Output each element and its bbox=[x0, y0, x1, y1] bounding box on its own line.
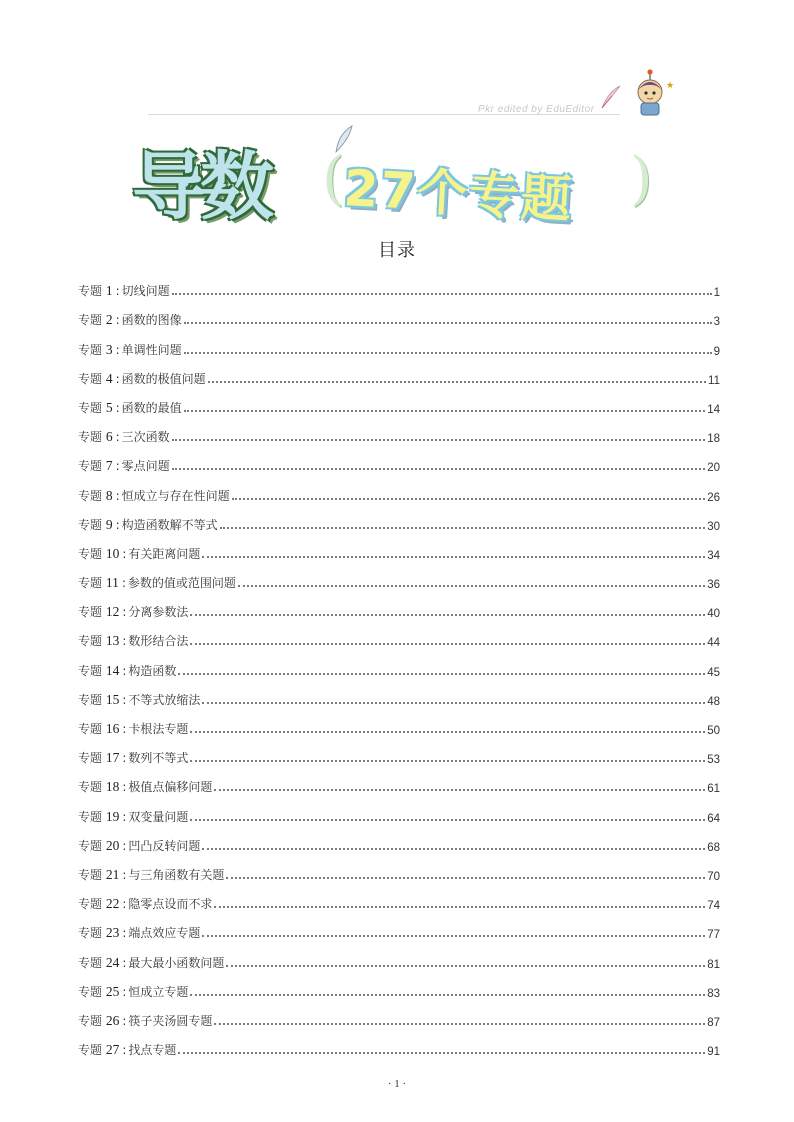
toc-dot-leader bbox=[202, 935, 705, 937]
toc-entry-number: 3 bbox=[105, 341, 113, 357]
toc-entry[interactable] bbox=[78, 358, 720, 387]
toc-entry-title: 极值点偏移问题 bbox=[128, 780, 213, 795]
toc-entry-page: 64 bbox=[707, 812, 720, 825]
toc-entry-prefix: 专题 bbox=[78, 430, 103, 445]
toc-entry-number: 7 bbox=[105, 458, 113, 474]
toc-entry-page: 34 bbox=[707, 549, 720, 562]
title-main: 导数 bbox=[132, 144, 268, 230]
toc-entry-colon: : bbox=[115, 400, 120, 415]
toc-entry-page: 61 bbox=[707, 783, 720, 796]
toc-entry-prefix: 专题 bbox=[78, 663, 103, 678]
toc-dot-leader bbox=[178, 1052, 705, 1054]
toc-entry-title: 单调性问题 bbox=[121, 342, 182, 357]
toc-entry-number: 10 bbox=[105, 545, 120, 561]
toc-entry-colon: : bbox=[115, 517, 120, 532]
toc-entry[interactable] bbox=[78, 649, 720, 678]
toc-entry-page: 70 bbox=[707, 870, 720, 883]
toc-entry-label bbox=[78, 574, 236, 591]
toc-entry[interactable] bbox=[78, 533, 720, 562]
toc-entry-colon: : bbox=[121, 576, 126, 591]
toc-entry-number: 16 bbox=[105, 721, 120, 736]
toc-entry-label bbox=[78, 778, 212, 795]
toc-entry-label bbox=[78, 954, 224, 971]
toc-entry-prefix: 专题 bbox=[78, 488, 103, 503]
toc-entry[interactable] bbox=[78, 1029, 720, 1058]
toc-entry-prefix: 专题 bbox=[78, 546, 103, 561]
toc-entry-label bbox=[78, 866, 224, 883]
toc-entry-number: 14 bbox=[105, 662, 120, 678]
toc-entry-title: 与三角函数有关题 bbox=[128, 867, 225, 882]
toc-entry-page: 40 bbox=[707, 608, 720, 621]
toc-entry-page: 83 bbox=[707, 987, 720, 1000]
toc-dot-leader bbox=[214, 906, 705, 908]
toc-entry-number: 26 bbox=[105, 1012, 120, 1028]
toc-entry-prefix: 专题 bbox=[78, 284, 103, 299]
toc-dot-leader bbox=[226, 965, 705, 967]
title-banner bbox=[126, 118, 666, 230]
toc-dot-leader bbox=[190, 819, 705, 821]
table-of-contents bbox=[78, 270, 720, 1058]
toc-entry-page: 11 bbox=[708, 374, 720, 387]
toc-entry-page: 14 bbox=[707, 403, 720, 416]
toc-entry-page: 3 bbox=[713, 316, 720, 329]
toc-entry-number: 20 bbox=[105, 837, 120, 853]
toc-entry[interactable] bbox=[78, 766, 720, 795]
toc-entry[interactable] bbox=[78, 708, 720, 737]
toc-dot-leader bbox=[190, 643, 705, 645]
toc-entry-prefix: 专题 bbox=[78, 634, 103, 649]
toc-entry-number: 17 bbox=[105, 750, 120, 766]
toc-entry-colon: : bbox=[122, 867, 127, 882]
toc-entry[interactable] bbox=[78, 591, 720, 620]
toc-entry-colon: : bbox=[115, 430, 120, 445]
toc-entry-label bbox=[78, 603, 188, 620]
toc-entry-prefix: 专题 bbox=[78, 926, 103, 941]
toc-dot-leader bbox=[184, 410, 706, 412]
toc-dot-leader bbox=[172, 439, 706, 441]
toc-entry[interactable] bbox=[78, 474, 720, 503]
toc-entry-colon: : bbox=[122, 751, 127, 766]
toc-entry-title: 隐零点设而不求 bbox=[128, 897, 213, 912]
toc-entry[interactable] bbox=[78, 270, 720, 299]
toc-entry-label bbox=[78, 1041, 176, 1058]
mascot-logo-icon bbox=[628, 68, 676, 120]
toc-entry-colon: : bbox=[115, 342, 120, 357]
toc-entry-title: 构造函数解不等式 bbox=[121, 517, 218, 532]
toc-entry-prefix: 专题 bbox=[78, 605, 103, 620]
toc-dot-leader bbox=[202, 702, 705, 704]
toc-entry-title: 恒成立专题 bbox=[128, 984, 189, 999]
toc-dot-leader bbox=[220, 527, 706, 529]
toc-entry-label bbox=[78, 399, 182, 416]
toc-entry-prefix: 专题 bbox=[78, 1013, 103, 1028]
toc-dot-leader bbox=[232, 498, 706, 500]
toc-entry-prefix: 专题 bbox=[78, 897, 103, 912]
toc-dot-leader bbox=[172, 293, 712, 295]
toc-entry-number: 6 bbox=[105, 429, 113, 445]
toc-entry[interactable] bbox=[78, 883, 720, 912]
toc-entry-prefix: 专题 bbox=[78, 751, 103, 766]
toc-entry-label bbox=[78, 662, 176, 679]
toc-entry-number: 8 bbox=[105, 487, 113, 503]
toc-entry-colon: : bbox=[122, 692, 127, 707]
toc-entry-title: 最大最小函数问题 bbox=[128, 955, 225, 970]
toc-dot-leader bbox=[178, 673, 705, 675]
toc-heading: 目录 bbox=[378, 240, 416, 261]
toc-dot-leader bbox=[226, 877, 705, 879]
toc-entry-prefix: 专题 bbox=[78, 838, 103, 853]
toc-entry-title: 端点效应专题 bbox=[128, 926, 201, 941]
toc-entry[interactable] bbox=[78, 416, 720, 445]
toc-entry-page: 74 bbox=[707, 900, 720, 913]
toc-entry[interactable] bbox=[78, 562, 720, 591]
title-paren-open: ( bbox=[322, 144, 345, 212]
title-paren-close: ) bbox=[630, 144, 653, 212]
toc-entry-label bbox=[78, 1012, 212, 1029]
toc-entry[interactable] bbox=[78, 1000, 720, 1029]
toc-entry-page: 18 bbox=[707, 433, 720, 446]
toc-dot-leader bbox=[184, 322, 712, 324]
toc-dot-leader bbox=[190, 994, 705, 996]
toc-dot-leader bbox=[214, 789, 705, 791]
toc-entry-page: 91 bbox=[707, 1046, 720, 1059]
toc-entry-number: 22 bbox=[105, 896, 120, 912]
toc-entry-prefix: 专题 bbox=[78, 371, 103, 386]
toc-entry-prefix: 专题 bbox=[78, 867, 103, 882]
toc-entry-number: 13 bbox=[105, 633, 120, 649]
toc-dot-leader bbox=[190, 614, 705, 616]
toc-entry-title: 数列不等式 bbox=[128, 751, 189, 766]
page-number: · 1 · bbox=[387, 1078, 407, 1090]
toc-entry[interactable] bbox=[78, 854, 720, 883]
toc-entry-colon: : bbox=[115, 459, 120, 474]
toc-entry-colon: : bbox=[122, 1043, 127, 1058]
toc-entry-number: 2 bbox=[105, 312, 113, 328]
toc-entry-page: 30 bbox=[707, 520, 720, 533]
toc-entry-label bbox=[78, 311, 182, 328]
toc-entry-colon: : bbox=[122, 780, 127, 795]
toc-entry-page: 26 bbox=[707, 491, 720, 504]
toc-entry-colon: : bbox=[122, 955, 127, 970]
toc-entry-prefix: 专题 bbox=[78, 313, 103, 328]
toc-entry-colon: : bbox=[122, 634, 127, 649]
toc-dot-leader bbox=[202, 848, 705, 850]
toc-dot-leader bbox=[208, 381, 706, 383]
toc-entry-label bbox=[78, 808, 188, 825]
toc-entry-title: 恒成立与存在性问题 bbox=[121, 488, 230, 503]
toc-entry-label bbox=[78, 516, 218, 533]
toc-entry[interactable] bbox=[78, 679, 720, 708]
toc-entry-label bbox=[78, 545, 200, 562]
toc-entry-page: 1 bbox=[713, 287, 720, 300]
toc-entry-title: 切线问题 bbox=[121, 284, 170, 299]
toc-entry-label bbox=[78, 370, 206, 387]
toc-entry[interactable] bbox=[78, 299, 720, 328]
toc-entry-colon: : bbox=[115, 313, 120, 328]
toc-entry-colon: : bbox=[122, 722, 127, 736]
toc-entry-title: 函数的极值问题 bbox=[121, 371, 206, 386]
toc-entry-page: 50 bbox=[707, 725, 720, 737]
toc-entry-prefix: 专题 bbox=[78, 780, 103, 795]
toc-entry-prefix: 专题 bbox=[78, 1043, 103, 1058]
toc-entry-label bbox=[78, 720, 188, 737]
toc-entry-number: 23 bbox=[105, 925, 120, 941]
toc-entry[interactable] bbox=[78, 328, 720, 357]
toc-dot-leader bbox=[184, 352, 712, 354]
toc-entry-number: 21 bbox=[105, 866, 120, 882]
toc-entry[interactable] bbox=[78, 620, 720, 649]
toc-entry-colon: : bbox=[122, 546, 127, 561]
toc-entry-title: 不等式放缩法 bbox=[128, 692, 201, 707]
toc-entry-colon: : bbox=[122, 605, 127, 620]
toc-entry-label bbox=[78, 983, 188, 1000]
toc-entry-title: 构造函数 bbox=[128, 663, 177, 678]
toc-entry-title: 筷子夹汤圆专题 bbox=[128, 1013, 213, 1028]
toc-entry-prefix: 专题 bbox=[78, 955, 103, 970]
toc-entry-label bbox=[78, 924, 200, 941]
toc-entry-number: 5 bbox=[105, 399, 113, 415]
toc-dot-leader bbox=[190, 731, 705, 733]
toc-entry-number: 1 bbox=[105, 283, 113, 299]
toc-entry-colon: : bbox=[115, 371, 120, 386]
toc-entry-label bbox=[78, 837, 200, 854]
header-divider bbox=[148, 114, 620, 115]
toc-entry-page: 81 bbox=[707, 958, 720, 971]
toc-entry-colon: : bbox=[122, 1013, 127, 1028]
toc-entry-page: 36 bbox=[707, 579, 720, 592]
toc-entry-prefix: 专题 bbox=[78, 576, 103, 591]
toc-entry-title: 参数的值或范围问题 bbox=[127, 576, 236, 591]
header-watermark: Pkr edited by EduEditor bbox=[478, 104, 595, 115]
toc-dot-leader bbox=[190, 760, 705, 762]
toc-entry[interactable] bbox=[78, 971, 720, 1000]
toc-entry-page: 9 bbox=[713, 345, 720, 358]
toc-entry-title: 分离参数法 bbox=[128, 605, 189, 620]
toc-dot-leader bbox=[238, 585, 705, 587]
toc-entry-label bbox=[78, 691, 200, 708]
toc-entry-page: 44 bbox=[707, 637, 720, 650]
toc-entry[interactable] bbox=[78, 825, 720, 854]
toc-entry-number: 27 bbox=[105, 1042, 120, 1058]
toc-entry-title: 数形结合法 bbox=[128, 634, 189, 649]
toc-entry-prefix: 专题 bbox=[78, 984, 103, 999]
toc-entry-colon: : bbox=[122, 897, 127, 912]
toc-entry-colon: : bbox=[122, 984, 127, 999]
toc-entry[interactable] bbox=[78, 445, 720, 474]
toc-entry-colon: : bbox=[115, 284, 120, 299]
quill-pen-icon bbox=[598, 84, 624, 110]
toc-entry-title: 找点专题 bbox=[128, 1043, 177, 1058]
toc-dot-leader bbox=[172, 468, 706, 470]
toc-entry-number: 11 bbox=[105, 575, 119, 591]
toc-entry-colon: : bbox=[122, 838, 127, 853]
toc-entry-title: 三次函数 bbox=[121, 430, 170, 445]
toc-entry-label bbox=[78, 428, 170, 445]
toc-entry-prefix: 专题 bbox=[78, 517, 103, 532]
toc-entry-prefix: 专题 bbox=[78, 459, 103, 474]
toc-entry-label bbox=[78, 895, 212, 912]
toc-entry-page: 77 bbox=[707, 929, 720, 942]
toc-entry-page: 20 bbox=[707, 462, 720, 475]
toc-entry-number: 25 bbox=[105, 983, 120, 999]
toc-entry-number: 12 bbox=[105, 604, 120, 620]
toc-entry-colon: : bbox=[122, 926, 127, 941]
toc-entry-colon: : bbox=[122, 663, 127, 678]
toc-dot-leader bbox=[214, 1023, 705, 1025]
toc-entry[interactable] bbox=[78, 912, 720, 941]
toc-entry-colon: : bbox=[115, 488, 120, 503]
toc-entry-title: 卡根法专题 bbox=[128, 722, 189, 736]
toc-entry-number: 24 bbox=[105, 954, 120, 970]
toc-dot-leader bbox=[202, 556, 705, 558]
toc-entry-page: 87 bbox=[707, 1016, 720, 1029]
toc-entry-label bbox=[78, 632, 188, 649]
toc-entry[interactable] bbox=[78, 737, 720, 766]
toc-entry-prefix: 专题 bbox=[78, 722, 103, 736]
toc-entry-page: 68 bbox=[707, 841, 720, 854]
toc-entry[interactable] bbox=[78, 504, 720, 533]
toc-entry-title: 凹凸反转问题 bbox=[128, 838, 201, 853]
toc-entry-label bbox=[78, 341, 182, 358]
toc-entry-number: 19 bbox=[105, 808, 120, 824]
toc-entry-label bbox=[78, 749, 188, 766]
toc-entry-page: 45 bbox=[707, 666, 720, 679]
toc-entry[interactable] bbox=[78, 387, 720, 416]
svg-text:★: ★ bbox=[666, 81, 675, 91]
toc-entry-page: 48 bbox=[707, 695, 720, 708]
toc-entry[interactable] bbox=[78, 941, 720, 970]
toc-entry-label bbox=[78, 282, 170, 299]
toc-entry-colon: : bbox=[122, 809, 127, 824]
toc-entry-number: 4 bbox=[105, 370, 113, 386]
toc-entry-prefix: 专题 bbox=[78, 400, 103, 415]
toc-entry[interactable] bbox=[78, 795, 720, 824]
title-subtitle: 27个专题 bbox=[342, 159, 575, 229]
toc-entry-number: 18 bbox=[105, 779, 120, 795]
toc-entry-number: 9 bbox=[105, 516, 113, 532]
toc-entry-title: 零点问题 bbox=[121, 459, 170, 474]
toc-entry-label bbox=[78, 487, 230, 504]
toc-entry-title: 双变量问题 bbox=[128, 809, 189, 824]
toc-entry-prefix: 专题 bbox=[78, 342, 103, 357]
toc-entry-number: 15 bbox=[105, 691, 120, 707]
toc-entry-title: 函数的最值 bbox=[121, 400, 182, 415]
toc-entry-title: 有关距离问题 bbox=[128, 546, 201, 561]
toc-entry-title: 函数的图像 bbox=[121, 313, 182, 328]
toc-entry-label bbox=[78, 457, 170, 474]
toc-entry-prefix: 专题 bbox=[78, 809, 103, 824]
toc-entry-prefix: 专题 bbox=[78, 692, 103, 707]
toc-entry-page: 53 bbox=[707, 754, 720, 767]
